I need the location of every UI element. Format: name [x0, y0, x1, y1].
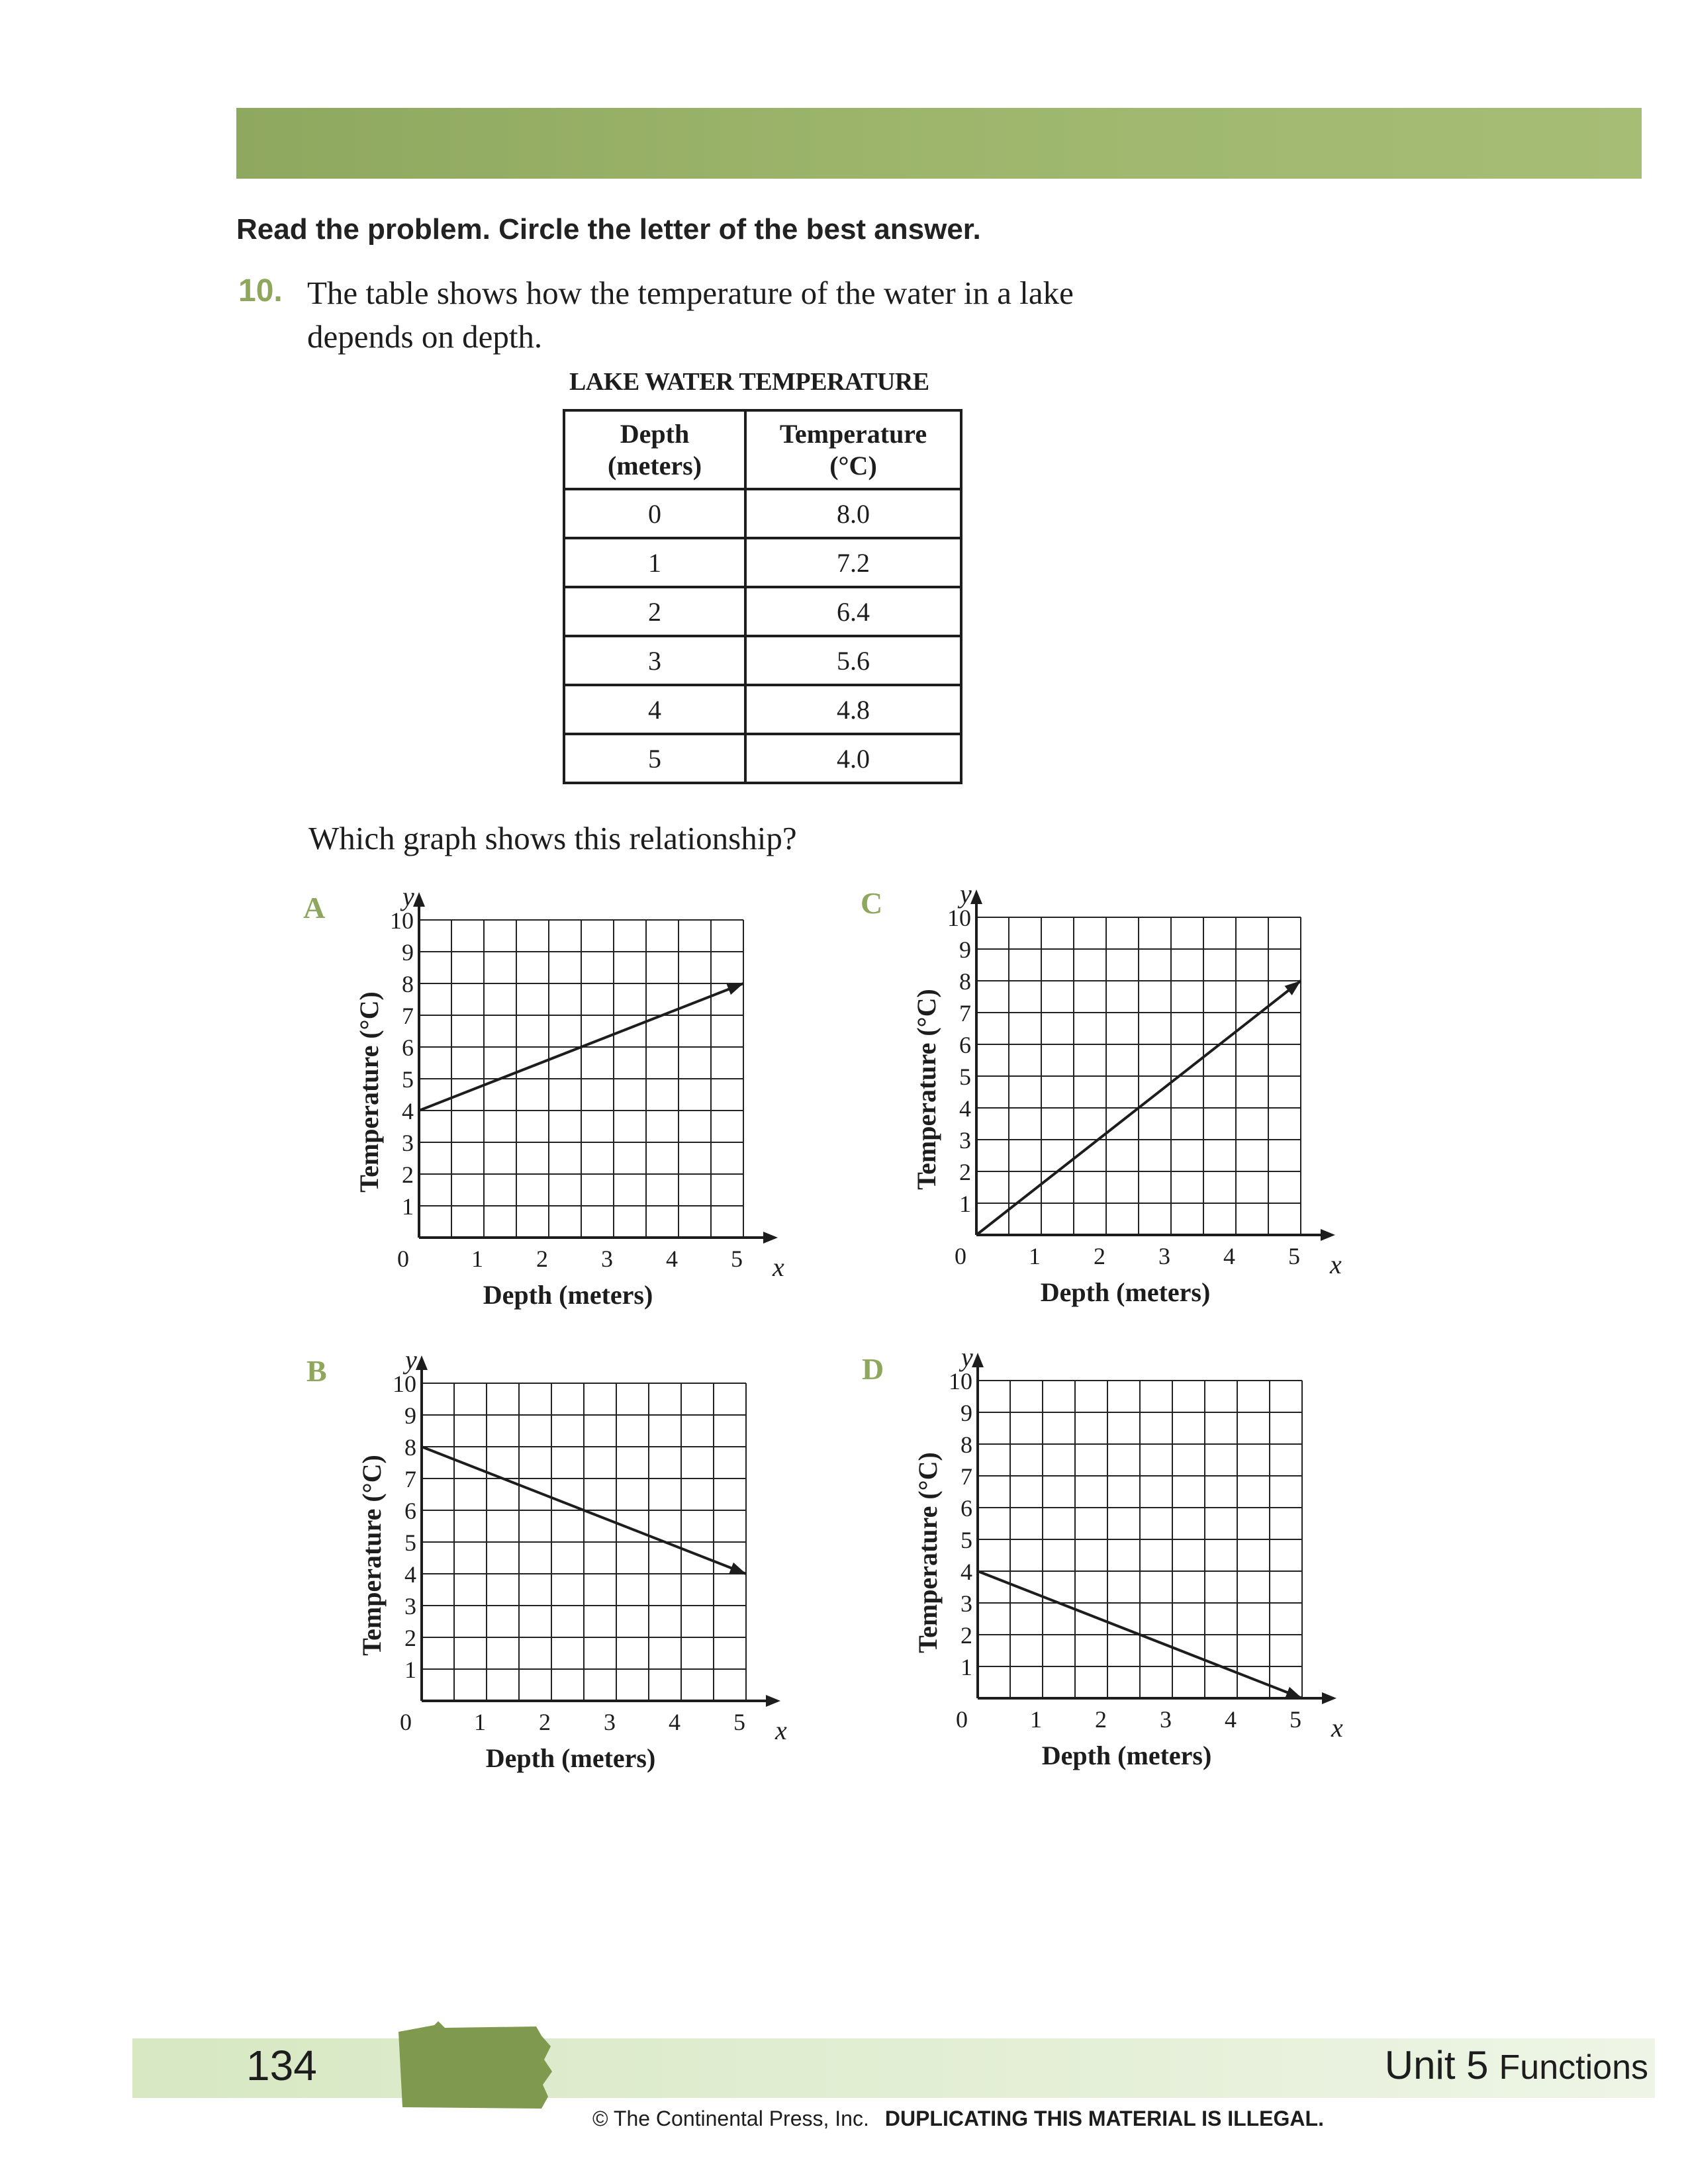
- state-shape-icon: [395, 2020, 553, 2113]
- y-tick-label: 2: [961, 1622, 972, 1649]
- table-row: [564, 636, 961, 685]
- y-tick-label: 9: [402, 939, 414, 966]
- y-axis-arrowhead: [972, 1353, 984, 1367]
- graph-c: [902, 879, 1378, 1321]
- option-letter-a[interactable]: A: [303, 891, 326, 925]
- series-arrowhead: [1285, 1687, 1302, 1698]
- y-tick-label: 10: [947, 905, 971, 931]
- x-tick-label: 0: [955, 1243, 966, 1269]
- unit-label: [1385, 2042, 1648, 2088]
- table-row: [564, 685, 961, 734]
- x-tick-label: 2: [539, 1709, 551, 1735]
- y-axis-name: y: [402, 882, 414, 911]
- temp-cell: 7.2: [745, 538, 961, 587]
- y-tick-label: 6: [961, 1495, 972, 1522]
- unit-title: Functions: [1499, 2048, 1648, 2087]
- x-axis-arrowhead: [1321, 1229, 1335, 1241]
- y-tick-label: 3: [402, 1130, 414, 1156]
- depth-cell: 3: [564, 636, 745, 685]
- x-tick-label: 2: [1094, 1243, 1105, 1269]
- y-tick-label: 1: [404, 1657, 416, 1683]
- x-tick-label: 5: [1288, 1243, 1300, 1269]
- y-tick-label: 3: [961, 1590, 972, 1617]
- y-tick-label: 3: [959, 1127, 971, 1154]
- y-tick-label: 7: [402, 1003, 414, 1029]
- header-temperature: [745, 410, 961, 489]
- series-arrowhead: [726, 983, 743, 995]
- x-tick-label: 4: [669, 1709, 680, 1735]
- y-tick-label: 9: [961, 1400, 972, 1426]
- copyright-line: [592, 2107, 1324, 2131]
- y-axis-label: Temperature (°C): [357, 1455, 387, 1656]
- y-tick-label: 4: [961, 1559, 972, 1585]
- unit-number: Unit 5: [1384, 2043, 1489, 2087]
- x-tick-label: 0: [397, 1246, 409, 1272]
- x-tick-label: 3: [1160, 1706, 1172, 1733]
- series-arrowhead: [729, 1563, 746, 1574]
- y-tick-label: 8: [404, 1434, 416, 1461]
- header-temp-line2: (°C): [829, 450, 877, 480]
- table-title: LAKE WATER TEMPERATURE: [569, 368, 929, 396]
- y-tick-label: 3: [404, 1593, 416, 1619]
- x-tick-label: 4: [1225, 1706, 1237, 1733]
- x-tick-label: 5: [1289, 1706, 1301, 1733]
- y-tick-label: 9: [959, 936, 971, 963]
- y-tick-label: 9: [404, 1402, 416, 1429]
- x-tick-label: 3: [1158, 1243, 1170, 1269]
- x-tick-label: 0: [956, 1706, 968, 1733]
- y-tick-label: 4: [402, 1098, 414, 1124]
- temp-cell: 8.0: [745, 489, 961, 538]
- option-letter-d[interactable]: D: [862, 1352, 884, 1386]
- table-row: [564, 587, 961, 636]
- y-axis-arrowhead: [413, 892, 425, 907]
- x-axis-name: x: [775, 1715, 787, 1745]
- x-tick-label: 1: [474, 1709, 486, 1735]
- temp-cell: 6.4: [745, 587, 961, 636]
- copyright-text: © The Continental Press, Inc.: [592, 2107, 869, 2130]
- x-axis-arrowhead: [766, 1695, 780, 1707]
- y-axis-label: Temperature (°C): [913, 1452, 943, 1653]
- y-tick-label: 2: [402, 1161, 414, 1188]
- x-axis-name: x: [1331, 1713, 1343, 1743]
- y-tick-label: 10: [393, 1371, 416, 1397]
- temp-cell: 5.6: [745, 636, 961, 685]
- header-depth-line1: Depth: [620, 418, 690, 449]
- x-tick-label: 4: [666, 1246, 678, 1272]
- y-tick-label: 8: [961, 1432, 972, 1458]
- y-tick-label: 1: [402, 1193, 414, 1220]
- y-tick-label: 1: [961, 1654, 972, 1680]
- y-axis-name: y: [405, 1345, 417, 1375]
- y-axis-label: Temperature (°C): [912, 989, 941, 1190]
- question-prompt: Which graph shows this relationship?: [308, 820, 797, 856]
- x-axis-arrowhead: [763, 1232, 778, 1244]
- y-tick-label: 5: [959, 1064, 971, 1090]
- x-tick-label: 2: [1095, 1706, 1107, 1733]
- instruction-text: Read the problem. Circle the letter of the best answer.: [236, 213, 981, 246]
- temp-cell: 4.8: [745, 685, 961, 734]
- y-tick-label: 6: [404, 1498, 416, 1524]
- question-text-line1: The table shows how the temperature of the water in a lake: [307, 275, 1074, 311]
- y-tick-label: 7: [959, 1000, 971, 1026]
- depth-cell: 2: [564, 587, 745, 636]
- y-tick-label: 8: [402, 971, 414, 997]
- copyright-warning: DUPLICATING THIS MATERIAL IS ILLEGAL.: [884, 2107, 1324, 2130]
- question-number: 10.: [238, 273, 283, 308]
- table-row: [564, 538, 961, 587]
- x-tick-label: 1: [1030, 1706, 1042, 1733]
- x-tick-label: 1: [471, 1246, 483, 1272]
- y-tick-label: 2: [959, 1159, 971, 1185]
- y-tick-label: 8: [959, 968, 971, 995]
- y-tick-label: 4: [959, 1095, 971, 1122]
- temperature-table: [563, 409, 962, 784]
- table-row: [564, 489, 961, 538]
- x-tick-label: 1: [1029, 1243, 1041, 1269]
- y-tick-label: 2: [404, 1625, 416, 1651]
- depth-cell: 5: [564, 734, 745, 783]
- y-axis-name: y: [961, 1342, 973, 1372]
- x-axis-arrowhead: [1322, 1692, 1336, 1704]
- x-axis-name: x: [773, 1252, 784, 1282]
- option-letter-c[interactable]: C: [861, 886, 883, 920]
- temp-cell: 4.0: [745, 734, 961, 783]
- x-tick-label: 0: [400, 1709, 412, 1735]
- x-axis-label: Depth (meters): [485, 1743, 656, 1773]
- x-tick-label: 5: [733, 1709, 745, 1735]
- header-temp-line1: Temperature: [779, 418, 927, 449]
- header-color-bar: [236, 108, 1642, 179]
- y-tick-label: 7: [961, 1463, 972, 1490]
- y-tick-label: 4: [404, 1561, 416, 1588]
- graph-a: [344, 882, 821, 1324]
- option-letter-b[interactable]: B: [306, 1354, 327, 1388]
- y-tick-label: 5: [961, 1527, 972, 1553]
- y-axis-arrowhead: [970, 889, 982, 904]
- y-tick-label: 7: [404, 1466, 416, 1492]
- x-tick-label: 3: [604, 1709, 616, 1735]
- depth-cell: 1: [564, 538, 745, 587]
- y-tick-label: 6: [402, 1034, 414, 1061]
- question-text: [307, 271, 1300, 359]
- graph-d: [903, 1342, 1380, 1784]
- page-number: 134: [246, 2042, 317, 2089]
- depth-cell: 4: [564, 685, 745, 734]
- y-axis-label: Temperature (°C): [354, 991, 384, 1193]
- y-tick-label: 5: [404, 1529, 416, 1556]
- y-tick-label: 1: [959, 1191, 971, 1217]
- table-row: [564, 734, 961, 783]
- header-depth-line2: (meters): [607, 450, 702, 480]
- x-axis-label: Depth (meters): [483, 1280, 653, 1310]
- y-tick-label: 10: [390, 907, 414, 934]
- y-tick-label: 10: [949, 1368, 972, 1394]
- x-tick-label: 2: [536, 1246, 548, 1272]
- y-tick-label: 5: [402, 1066, 414, 1093]
- y-tick-label: 6: [959, 1032, 971, 1058]
- depth-cell: 0: [564, 489, 745, 538]
- x-axis-label: Depth (meters): [1041, 1741, 1212, 1770]
- graph-b: [347, 1345, 823, 1787]
- x-tick-label: 3: [601, 1246, 613, 1272]
- question-text-line2: depends on depth.: [307, 318, 543, 355]
- x-axis-name: x: [1330, 1250, 1342, 1279]
- y-axis-arrowhead: [416, 1355, 428, 1370]
- x-tick-label: 5: [731, 1246, 743, 1272]
- x-axis-label: Depth (meters): [1040, 1277, 1211, 1307]
- header-depth: [564, 410, 745, 489]
- y-axis-name: y: [960, 879, 972, 909]
- x-tick-label: 4: [1223, 1243, 1235, 1269]
